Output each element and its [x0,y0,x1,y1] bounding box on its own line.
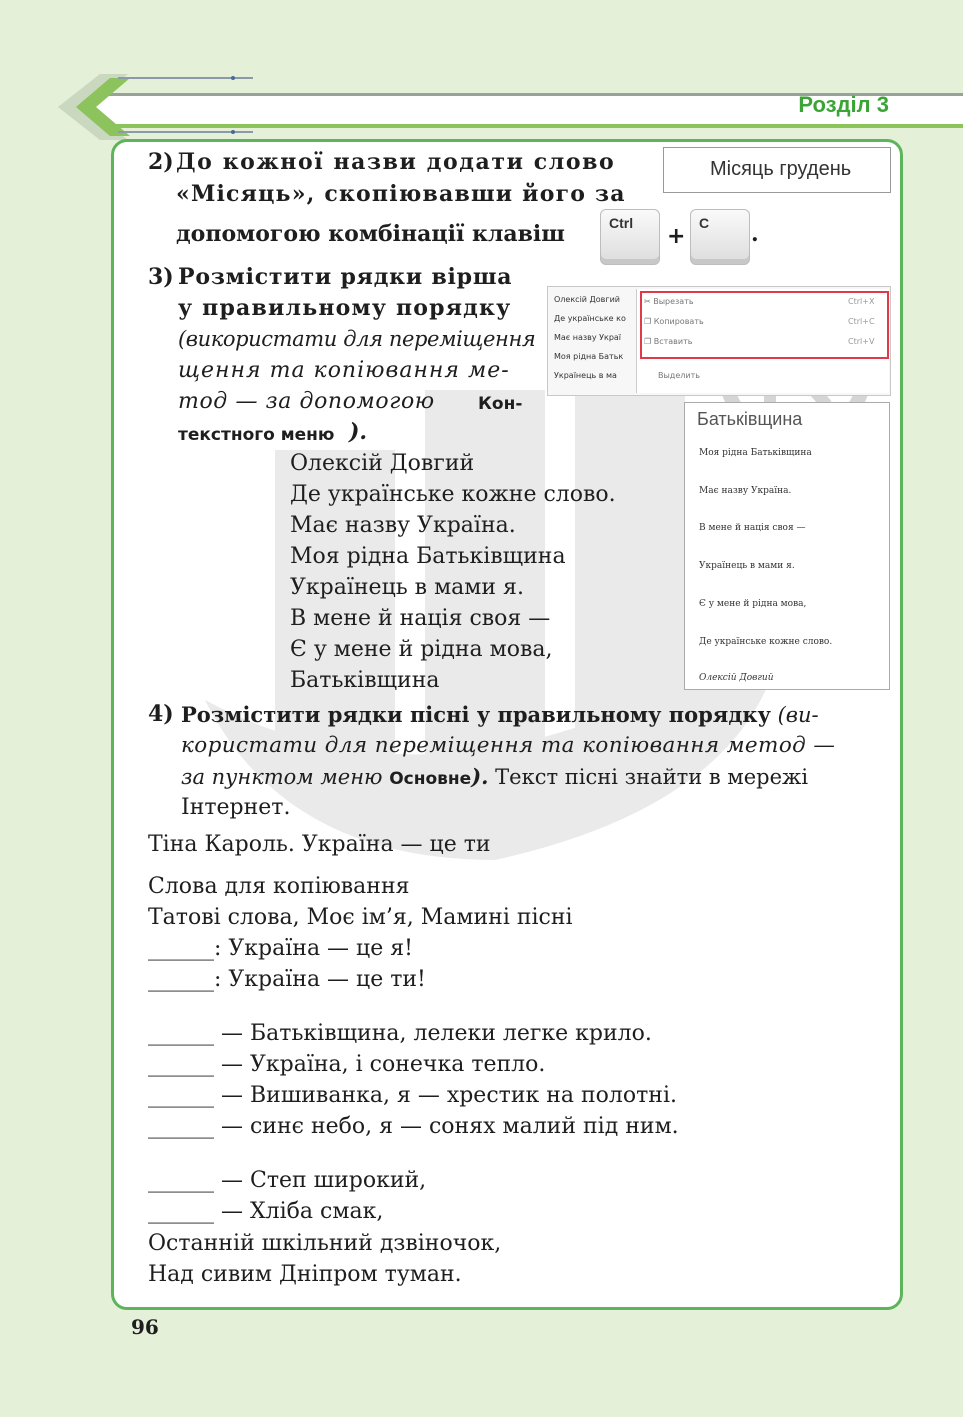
copy-words-label: Слова для копіювання [148,874,410,899]
task3-line5b: Кон- [478,394,523,414]
song-line: ______: Україна — це ти! [148,967,426,992]
song-line: Останній шкільний дзвіночок, [148,1231,502,1256]
cut-icon: ✂ [644,297,654,306]
song-line: ______ — Україна, і сонечка тепло. [148,1052,546,1077]
poem-line: Моя рідна Батьківщина [290,544,566,569]
poem-line: Батьківщина [290,668,440,693]
copy-shortcut: Ctrl+C [848,317,875,326]
select-menu-item[interactable]: Выделить [658,371,700,380]
plus-sign: + [667,224,686,249]
task4-line1: Розмістити рядки пісні у правильному порядку (ви- [181,702,819,727]
context-menu-screenshot [547,286,891,396]
task2-line3: допомогою комбінації клавіш [176,221,565,247]
task3-number: 3) [148,264,174,290]
task3-line2: у правильному порядку [178,295,512,321]
task4-line4: Інтернет. [181,795,291,820]
cm-row-2: Де українське ко [554,314,626,323]
cut-shortcut: Ctrl+X [848,297,875,306]
task3-line3: (використати для переміщення [178,327,536,351]
task3-line6b: ). [349,419,368,445]
cm-row-5: Українець в ма [554,371,617,380]
poem-box-line: Має назву Україна. [699,486,792,496]
header-arrow-ornament [58,72,258,142]
poem-line: Є у мене й рідна мова, [290,637,553,662]
poem-line: Українець в мами я. [290,575,524,600]
song-title: Тіна Кароль. Україна — це ти [148,832,491,857]
poem-box-line: Де українське кожне слово. [699,637,833,647]
poem-box-line: Є у мене й рідна мова, [699,599,807,609]
paste-menu-item[interactable]: ❐ Вставить [644,337,693,346]
task4-number: 4) [148,701,174,727]
task2-number: 2) [148,149,174,175]
task4-line2: користати для переміщення та копіювання метод — [181,733,836,758]
cut-menu-item[interactable]: ✂ Вырезать [644,297,694,306]
poem-line: Має назву Україна. [290,513,516,538]
task4-line3: за пунктом меню Основне). Текст пісні знайти в мережі [181,764,809,789]
cm-row-3: Має назву Украї [554,333,622,342]
month-example-text: Місяць грудень [710,158,852,180]
song-line: ______ — Хліба смак, [148,1199,384,1224]
paste-icon: ❐ [644,337,654,346]
cm-row-1: Олексій Довгий [554,295,620,304]
task3-line4: щення та копіювання ме- [178,358,510,383]
song-line: ______ — Батьківщина, лелеки легке крило. [148,1021,652,1046]
copy-icon: ❐ [644,317,654,326]
copy-words-list: Татові слова, Моє ім’я, Мамині пісні [148,905,573,930]
task2-line2: «Місяць», скопіювавши його за [176,181,626,207]
c-key-label: C [699,215,710,231]
task3-line6a: текстного меню [178,425,335,445]
poem-line: В мене й нація своя — [290,606,551,631]
poem-box-line: Моя рідна Батьківщина [699,448,812,458]
month-example-box [663,147,891,193]
song-line: ______ — синє небо, я — сонях малий під ним. [148,1114,679,1139]
poem-box-title: Батьківщина [697,409,803,429]
scrambled-poem-box [684,402,890,690]
task3-line5a: тод — за допомогою [178,389,435,414]
task2-period: . [751,221,759,247]
song-line: ______ — Вишиванка, я — хрестик на полотні. [148,1083,677,1108]
song-line: ______ — Степ широкий, [148,1168,427,1193]
ctrl-key-label: Ctrl [609,215,634,231]
ctrl-key-icon [600,209,660,265]
poem-box-line: В мене й нація своя — [699,523,806,533]
song-line: Над сивим Дніпром туман. [148,1262,462,1287]
poem-line: Олексій Довгий [290,451,475,476]
poem-box-line: Українець в мами я. [699,561,795,571]
poem-line: Де українське кожне слово. [290,482,616,507]
section-title: Розділ 3 [798,92,889,117]
c-key-icon [690,209,750,265]
page-number: 96 [131,1315,159,1339]
task3-line1: Розмістити рядки вірша [178,264,513,290]
cm-row-4: Моя рідна Батьк [554,352,624,361]
copy-menu-item[interactable]: ❐ Копировать [644,317,704,326]
paste-shortcut: Ctrl+V [848,337,875,346]
song-line: ______: Україна — це я! [148,936,413,961]
poem-box-line: Олексій Довгий [699,673,774,683]
task2-line1: До кожної назви додати слово [176,149,616,175]
